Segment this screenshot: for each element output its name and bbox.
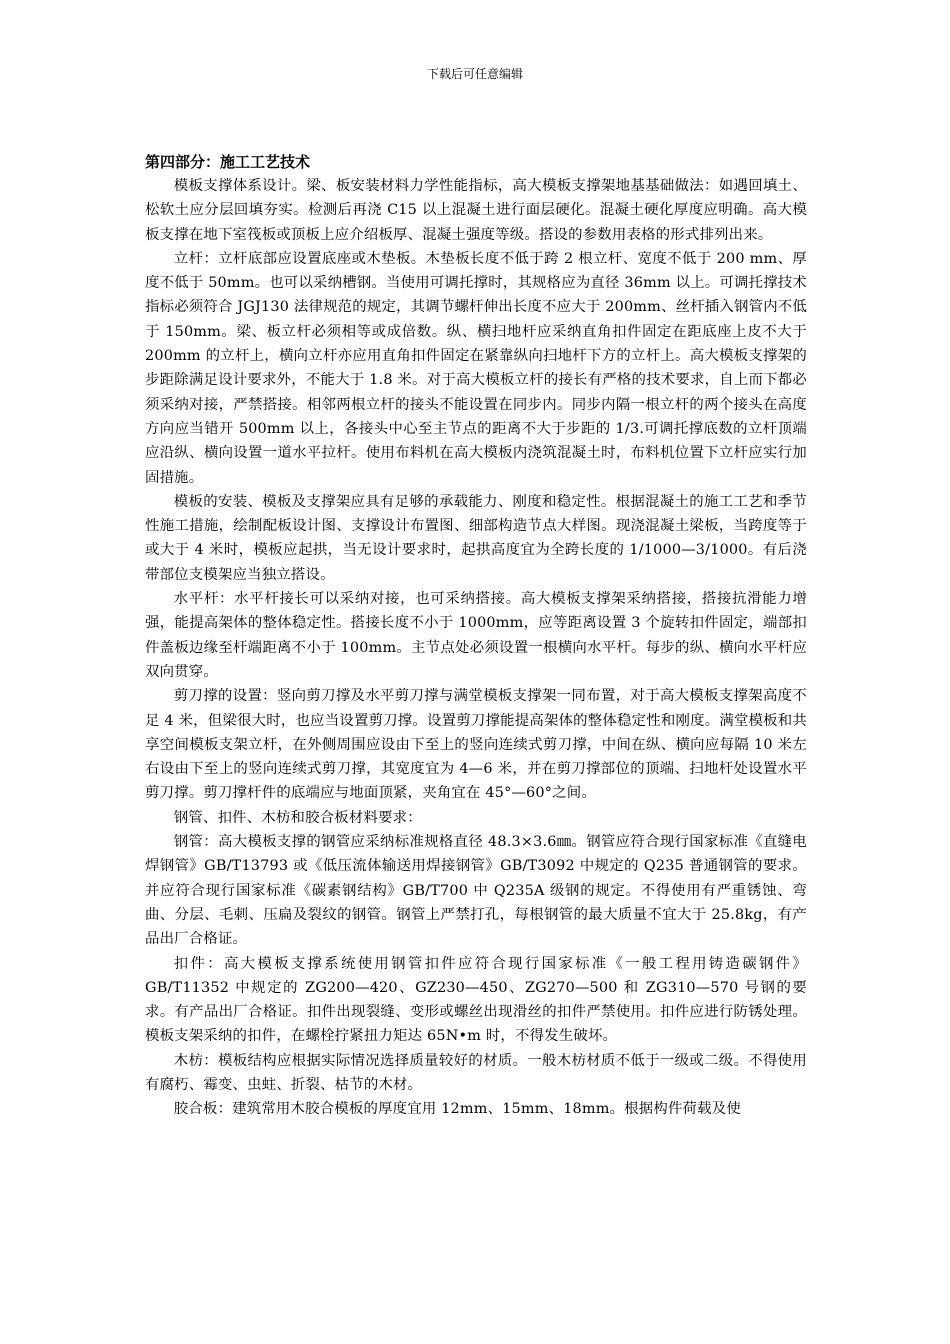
paragraph-fastener: 扣件：高大模板支撑系统使用钢管扣件应符合现行国家标准《一般工程用铸造碳钢件》GB/T11352 中规定的 ZG200—420、GZ230—450、ZG270—500 和 ZG310—570 号钢的要求。有产品出厂合格证。扣件出现裂缝、变形或螺丝出现滑丝的扣件严禁使用。扣件应进行防锈处理。模板支架采纳的扣件，在螺栓拧紧扭力矩达 65N•m 时，不得发生破坏。 [145,955,807,1045]
paragraph-formwork-installation: 模板的安装、模板及支撑架应具有足够的承载能力、刚度和稳定性。根据混凝土的施工工艺和季节性施工措施，绘制配板设计图、支撑设计布置图、细部构造节点大样图。现浇混凝土梁板，当跨度等于或大于 4 米时，模板应起拱，当无设计要求时，起拱高度宜为全跨长度的 1/1000—3/1000。有后浇带部位支模架应当独立搭设。 [145,493,807,583]
paragraph-vertical-pole: 立杆：立杆底部应设置底座或木垫板。木垫板长度不低于跨 2 根立杆、宽度不低于 200 mm、厚度不低于 50mm。也可以采纳槽钢。当使用可调托撑时，其规格应为直径 36mm 以上。可调托撑技术指标必须符合 JGJ130 法律规范的规定，其调节螺杆伸出长度不应大于 200mm、丝杆插入钢管内不低于 150mm。梁、板立杆必须相等或成倍数。纵、横扫地杆应采纳直角扣件固定在距底座上皮不大于 200mm 的立杆上，横向立杆亦应用直角扣件固定在紧靠纵向扫地杆下方的立杆上。高大模板支撑架的步距除满足设计要求外，不能大于 1.8 米。对于高大模板立杆的接长有严格的技术要求，自上而下都必须采纳对接，严禁搭接。相邻两根立杆的接头不能设置在同步内。同步内隔一根立杆的两个接头在高度方向应当错开 500mm 以上，各接头中心至主节点的距离不大于步距的 1/3.可调托撑底数的立杆顶端应沿纵、横向设置一道水平拉杆。使用布料机在高大模板内浇筑混凝土时，布料机位置下立杆应实行加固措施。 [145,250,807,486]
paragraph-material-requirements: 钢管、扣件、木枋和胶合板材料要求： [173,809,422,826]
paragraph-formwork-design: 模板支撑体系设计。梁、板安装材料力学性能指标，高大模板支撑架地基基础做法：如遇回填土、松软土应分层回填夯实。检测后再浇 C15 以上混凝土进行面层硬化。混凝土硬化厚度应明确。高大模板支撑在地下室筏板或顶板上应介绍板厚、混凝土强度等级。搭设的参数用表格的形式排列出来。 [145,178,807,243]
document-body [145,150,807,1122]
paragraph-plywood: 胶合板：建筑常用木胶合模板的厚度宜用 12mm、15mm、18mm。根据构件荷载及使 [173,1101,741,1118]
section-title: 第四部分：施工工艺技术 [145,153,311,171]
paragraph-horizontal-bar: 水平杆：水平杆接长可以采纳对接，也可采纳搭接。高大模板支撑架采纳搭接，搭接抗滑能力增强，能提高架体的整体稳定性。搭接长度不小于 1000mm，应等距离设置 3 个旋转扣件固定，端部扣件盖板边缘至杆端距离不小于 100mm。主节点处必须设置一根横向水平杆。每步的纵、横向水平杆应双向贯穿。 [145,591,807,680]
paragraph-steel-pipe: 钢管：高大模板支撑的钢管应采纳标准规格直径 48.3×3.6㎜。钢管应符合现行国家标准《直缝电焊钢管》GB/T13793 或《低压流体输送用焊接钢管》GB/T3092 中规定的 Q235 普通钢管的要求。并应符合现行国家标准《碳素钢结构》GB/T700 中 Q235A 级钢的规定。不得使用有严重锈蚀、弯曲、分层、毛刺、压扁及裂纹的钢管。钢管上严禁打孔，每根钢管的最大质量不宜大于 25.8kg，有产品出厂合格证。 [145,834,807,948]
paragraph-timber: 木枋：模板结构应根据实际情况选择质量较好的材质。一般木枋材质不低于一级或二级。不得使用有腐朽、霉变、虫蛀、折裂、枯节的木材。 [145,1052,807,1093]
page-header: 下载后可任意编辑 [426,67,523,81]
paragraph-scissor-brace: 剪刀撑的设置：竖向剪刀撑及水平剪刀撑与满堂模板支撑架一同布置，对于高大模板支撑架高度不足 4 米，但梁很大时，也应当设置剪刀撑。设置剪刀撑能提高架体的整体稳定性和刚度。满堂模板和共享空间模板支架立杆，在外侧周围应设由下至上的竖向连续式剪刀撑，中间在纵、横向应每隔 10 米左右设由下至上的竖向连续式剪刀撑，其宽度宜为 4—6 米，并在剪刀撑部位的顶端、扫地杆处设置水平剪刀撑。剪刀撑杆件的底端应与地面顶紧，夹角宜在 45°—60°之间。 [145,688,807,802]
